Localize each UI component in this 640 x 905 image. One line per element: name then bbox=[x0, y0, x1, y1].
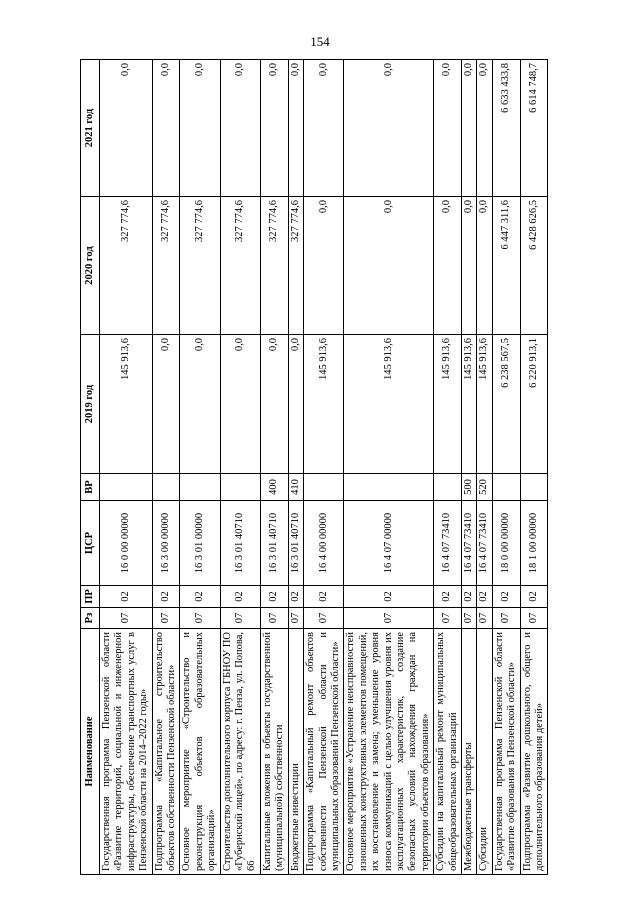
row-2020: 0,0 bbox=[434, 197, 462, 335]
row-rz: 07 bbox=[152, 608, 180, 629]
row-csr: 16 0 00 00000 bbox=[100, 501, 153, 586]
table-row bbox=[260, 60, 288, 875]
row-2019: 6 220 913,1 bbox=[520, 335, 548, 474]
row-pr: 02 bbox=[260, 586, 288, 608]
row-csr: 16 3 01 40710 bbox=[220, 501, 260, 586]
rotated-table bbox=[80, 60, 570, 875]
row-rz: 07 bbox=[344, 608, 434, 629]
table-row bbox=[477, 60, 492, 875]
row-2019: 145 913,6 bbox=[461, 335, 476, 474]
row-2019: 145 913,6 bbox=[100, 335, 153, 474]
row-2020: 327 774,6 bbox=[220, 197, 260, 335]
row-2019: 145 913,6 bbox=[434, 335, 462, 474]
table-row bbox=[434, 60, 462, 875]
row-vr bbox=[100, 474, 153, 501]
row-2021: 0,0 bbox=[100, 60, 153, 197]
row-pr: 02 bbox=[288, 586, 303, 608]
header-name: Наименование bbox=[81, 629, 100, 875]
row-name: Подпрограмма «Капитальное строительство объектов собственности Пензенской области» bbox=[152, 629, 180, 875]
row-2020: 327 774,6 bbox=[288, 197, 303, 335]
rotated-table-container bbox=[80, 60, 570, 875]
row-csr: 18 0 00 00000 bbox=[492, 501, 520, 586]
row-rz: 07 bbox=[492, 608, 520, 629]
row-pr: 02 bbox=[344, 586, 434, 608]
row-2019: 0,0 bbox=[180, 335, 220, 474]
row-pr: 02 bbox=[492, 586, 520, 608]
row-csr: 16 4 07 73410 bbox=[477, 501, 492, 586]
row-2021: 0,0 bbox=[288, 60, 303, 197]
row-2020: 327 774,6 bbox=[100, 197, 153, 335]
row-vr bbox=[180, 474, 220, 501]
row-pr: 02 bbox=[152, 586, 180, 608]
row-pr: 02 bbox=[180, 586, 220, 608]
row-name: Капитальные вложения в объекты государственной (муниципальной) собственности bbox=[260, 629, 288, 875]
row-vr bbox=[344, 474, 434, 501]
budget-table bbox=[80, 59, 548, 875]
row-rz: 07 bbox=[260, 608, 288, 629]
row-pr: 02 bbox=[520, 586, 548, 608]
row-name: Государственная программа Пензенской области «Развитие образования в Пензенской области» bbox=[492, 629, 520, 875]
row-rz: 07 bbox=[434, 608, 462, 629]
row-name: Подпрограмма «Развитие дошкольного, общего и дополнительного образования детей» bbox=[520, 629, 548, 875]
row-2021: 0,0 bbox=[344, 60, 434, 197]
row-pr: 02 bbox=[220, 586, 260, 608]
row-name: Строительство дополнительного корпуса ГБНОУ ПО «Губернский лицей», по адресу: г. Пенза, ул. Попова, 66 bbox=[220, 629, 260, 875]
row-2021: 0,0 bbox=[220, 60, 260, 197]
row-2021: 0,0 bbox=[477, 60, 492, 197]
table-row bbox=[180, 60, 220, 875]
table-row bbox=[304, 60, 344, 875]
row-2021: 0,0 bbox=[152, 60, 180, 197]
row-pr: 02 bbox=[461, 586, 476, 608]
row-pr: 02 bbox=[100, 586, 153, 608]
row-2019: 0,0 bbox=[260, 335, 288, 474]
row-vr: 520 bbox=[477, 474, 492, 501]
header-csr: ЦСР bbox=[81, 501, 100, 586]
table-row bbox=[220, 60, 260, 875]
row-2020: 327 774,6 bbox=[180, 197, 220, 335]
row-csr: 16 4 07 00000 bbox=[344, 501, 434, 586]
row-vr bbox=[492, 474, 520, 501]
row-2021: 6 633 433,8 bbox=[492, 60, 520, 197]
row-vr bbox=[220, 474, 260, 501]
row-csr: 16 3 01 40710 bbox=[260, 501, 288, 586]
row-2019: 0,0 bbox=[220, 335, 260, 474]
row-2020: 6 428 626,5 bbox=[520, 197, 548, 335]
row-2019: 0,0 bbox=[152, 335, 180, 474]
row-2019: 145 913,6 bbox=[344, 335, 434, 474]
row-vr bbox=[520, 474, 548, 501]
row-2020: 6 447 311,6 bbox=[492, 197, 520, 335]
row-name: Основное мероприятие «Устранение неисправностей изношенных конструктивных элементов помещений, их восстановление и замена; уменьшение уровня износа коммуникаций с целью улучшения уровня их эксплуатационных характеристик, создание безопасных условий нахождения граждан на территории объектов образования» bbox=[344, 629, 434, 875]
table-row bbox=[152, 60, 180, 875]
row-rz: 07 bbox=[288, 608, 303, 629]
row-rz: 07 bbox=[220, 608, 260, 629]
header-rz: Рз bbox=[81, 608, 100, 629]
row-2020: 327 774,6 bbox=[260, 197, 288, 335]
row-csr: 16 3 01 00000 bbox=[180, 501, 220, 586]
row-2020: 0,0 bbox=[461, 197, 476, 335]
row-rz: 07 bbox=[304, 608, 344, 629]
header-2020: 2020 год bbox=[81, 197, 100, 335]
row-2021: 0,0 bbox=[461, 60, 476, 197]
header-2021: 2021 год bbox=[81, 60, 100, 197]
table-row bbox=[492, 60, 520, 875]
row-vr: 410 bbox=[288, 474, 303, 501]
header-2019: 2019 год bbox=[81, 335, 100, 474]
row-name: Основное мероприятие «Строительство и реконструкция объектов образовательных организаций» bbox=[180, 629, 220, 875]
row-2021: 0,0 bbox=[180, 60, 220, 197]
row-2021: 0,0 bbox=[434, 60, 462, 197]
row-2019: 0,0 bbox=[288, 335, 303, 474]
row-rz: 07 bbox=[477, 608, 492, 629]
row-name: Подпрограмма «Капитальный ремонт объектов собственности Пензенской области и муниципальных образований Пензенской области» bbox=[304, 629, 344, 875]
row-pr: 02 bbox=[477, 586, 492, 608]
row-2021: 0,0 bbox=[260, 60, 288, 197]
row-2020: 0,0 bbox=[304, 197, 344, 335]
row-vr bbox=[152, 474, 180, 501]
row-2020: 0,0 bbox=[344, 197, 434, 335]
row-csr: 16 4 07 73410 bbox=[461, 501, 476, 586]
row-2019: 6 238 567,5 bbox=[492, 335, 520, 474]
row-2021: 6 614 748,7 bbox=[520, 60, 548, 197]
row-rz: 07 bbox=[100, 608, 153, 629]
header-vr: ВР bbox=[81, 474, 100, 501]
table-row bbox=[520, 60, 548, 875]
row-name: Государственная программа Пензенской области «Развитие территорий, социальной и инженерной инфраструктуры, обеспечение транспортных услуг в Пензенской области на 2014–2022 годы» bbox=[100, 629, 153, 875]
row-pr: 02 bbox=[304, 586, 344, 608]
row-2019: 145 913,6 bbox=[304, 335, 344, 474]
row-rz: 07 bbox=[461, 608, 476, 629]
page-number: 154 bbox=[310, 34, 330, 49]
row-csr: 18 1 00 00000 bbox=[520, 501, 548, 586]
row-vr: 400 bbox=[260, 474, 288, 501]
row-csr: 16 4 07 73410 bbox=[434, 501, 462, 586]
row-csr: 16 3 00 00000 bbox=[152, 501, 180, 586]
row-name: Бюджетные инвестиции bbox=[288, 629, 303, 875]
table-row bbox=[288, 60, 303, 875]
row-2021: 0,0 bbox=[304, 60, 344, 197]
table-row bbox=[344, 60, 434, 875]
row-pr: 02 bbox=[434, 586, 462, 608]
row-csr: 16 3 01 40710 bbox=[288, 501, 303, 586]
header-pr: ПР bbox=[81, 586, 100, 608]
row-name: Субсидии на капитальный ремонт муниципальных общеобразовательных организаций bbox=[434, 629, 462, 875]
table-row bbox=[100, 60, 153, 875]
row-name: Межбюджетные трансферты bbox=[461, 629, 476, 875]
table-row bbox=[461, 60, 476, 875]
row-csr: 16 4 00 00000 bbox=[304, 501, 344, 586]
header-row bbox=[81, 60, 100, 875]
row-2019: 145 913,6 bbox=[477, 335, 492, 474]
row-vr bbox=[434, 474, 462, 501]
row-name: Субсидии bbox=[477, 629, 492, 875]
row-rz: 07 bbox=[520, 608, 548, 629]
row-rz: 07 bbox=[180, 608, 220, 629]
row-2020: 0,0 bbox=[477, 197, 492, 335]
row-2020: 327 774,6 bbox=[152, 197, 180, 335]
row-vr: 500 bbox=[461, 474, 476, 501]
row-vr bbox=[304, 474, 344, 501]
